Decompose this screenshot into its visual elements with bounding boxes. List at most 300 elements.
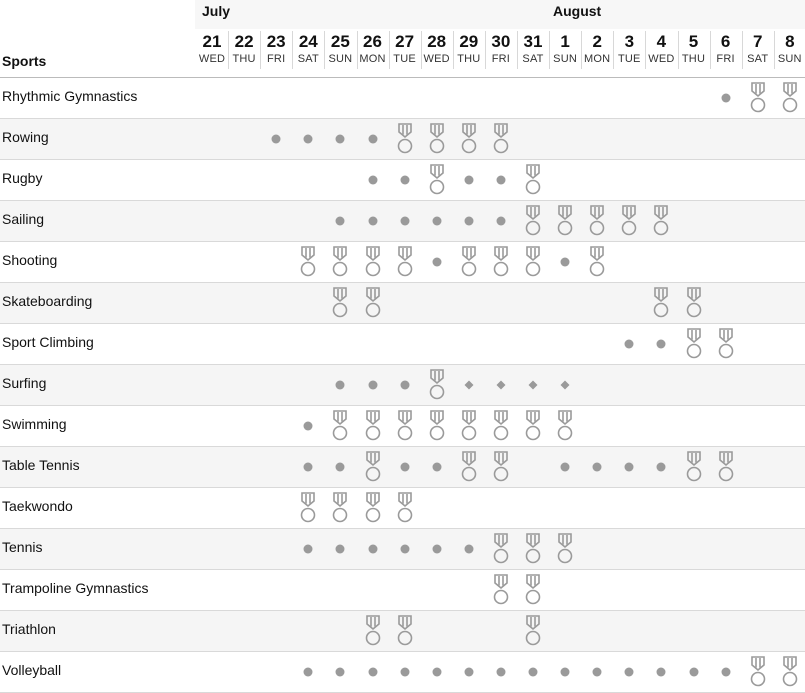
day-name: SUN [777, 53, 802, 65]
competition-dot-icon [421, 242, 453, 282]
competition-dot-icon [421, 201, 453, 241]
event-cell [485, 119, 517, 159]
competition-dot-icon [485, 201, 517, 241]
medal-icon [678, 447, 710, 487]
competition-dot-icon [357, 365, 389, 405]
medal-icon [421, 160, 453, 200]
medal-icon [645, 283, 677, 323]
day-header [774, 31, 805, 66]
event-cell [324, 447, 356, 487]
diamond-icon [549, 365, 581, 405]
day-separator [742, 31, 743, 69]
day-name: THU [457, 53, 481, 65]
sport-name: Surfing [2, 375, 47, 391]
day-separator [228, 31, 229, 69]
medal-icon [453, 119, 485, 159]
event-cell [710, 652, 742, 692]
day-separator [324, 31, 325, 69]
event-cell [581, 447, 613, 487]
competition-dot-icon [581, 652, 613, 692]
competition-dot-icon [357, 119, 389, 159]
event-cell [549, 447, 581, 487]
event-cell [645, 201, 677, 241]
day-header [421, 31, 453, 66]
medal-icon [357, 447, 389, 487]
day-number: 24 [298, 32, 318, 51]
day-separator [549, 31, 550, 69]
medal-icon [421, 119, 453, 159]
event-cell [710, 78, 742, 118]
month-label-august: August [553, 3, 602, 19]
medal-icon [389, 488, 421, 528]
day-number: 5 [688, 32, 699, 51]
event-cell [549, 201, 581, 241]
day-header [389, 31, 421, 66]
day-name: SAT [747, 53, 769, 65]
event-cell [324, 365, 356, 405]
day-number: 2 [592, 32, 602, 51]
sport-row [0, 652, 805, 693]
event-cell [357, 447, 389, 487]
competition-dot-icon [324, 447, 356, 487]
competition-dot-icon [389, 529, 421, 569]
event-cell [678, 324, 710, 364]
day-header [324, 31, 356, 66]
competition-dot-icon [357, 529, 389, 569]
event-cell [485, 447, 517, 487]
medal-icon [485, 529, 517, 569]
medal-icon [357, 406, 389, 446]
event-cell [357, 611, 389, 651]
medal-icon [324, 406, 356, 446]
day-number: 29 [459, 32, 479, 51]
medal-icon [453, 406, 485, 446]
medal-icon [324, 283, 356, 323]
event-cell [485, 652, 517, 692]
competition-dot-icon [645, 447, 677, 487]
event-cell [324, 242, 356, 282]
medal-icon [453, 242, 485, 282]
event-cell [389, 242, 421, 282]
event-cell [292, 488, 324, 528]
medal-icon [485, 406, 517, 446]
event-cell [453, 119, 485, 159]
event-cell [453, 529, 485, 569]
sport-row [0, 242, 805, 283]
day-header [678, 31, 710, 66]
sport-row [0, 283, 805, 324]
day-name: SUN [328, 53, 353, 65]
event-cell [549, 365, 581, 405]
event-cell [357, 119, 389, 159]
event-cell [357, 652, 389, 692]
event-cell [485, 406, 517, 446]
medal-icon [517, 611, 549, 651]
day-number: 4 [656, 32, 667, 51]
competition-dot-icon [324, 652, 356, 692]
day-name: SUN [553, 53, 577, 65]
competition-dot-icon [357, 160, 389, 200]
event-cell [421, 160, 453, 200]
day-header [517, 31, 549, 66]
day-number: 30 [491, 32, 511, 51]
medal-icon [389, 611, 421, 651]
competition-dot-icon [678, 652, 710, 692]
event-cell [517, 242, 549, 282]
event-cell [485, 160, 517, 200]
event-cell [517, 529, 549, 569]
medal-icon [324, 488, 356, 528]
competition-dot-icon [613, 652, 645, 692]
event-cell [645, 652, 677, 692]
event-cell [453, 160, 485, 200]
competition-dot-icon [389, 365, 421, 405]
day-separator [485, 31, 486, 69]
event-cell [453, 242, 485, 282]
competition-dot-icon [613, 447, 645, 487]
day-name: THU [232, 53, 256, 65]
medal-icon [389, 119, 421, 159]
sport-name: Taekwondo [2, 498, 73, 514]
event-cell [485, 570, 517, 610]
day-name: WED [198, 53, 226, 65]
day-number: 22 [234, 32, 254, 51]
event-cell [324, 283, 356, 323]
day-name: MON [359, 53, 386, 65]
event-cell [517, 652, 549, 692]
event-cell [517, 365, 549, 405]
event-cell [389, 119, 421, 159]
competition-dot-icon [710, 652, 742, 692]
day-number: 26 [363, 32, 382, 51]
competition-dot-icon [324, 201, 356, 241]
sport-row [0, 611, 805, 652]
event-cell [421, 365, 453, 405]
day-header [645, 31, 677, 66]
event-cell [485, 365, 517, 405]
sport-row [0, 201, 805, 242]
event-cell [485, 529, 517, 569]
day-name: WED [648, 53, 675, 65]
medal-icon [678, 283, 710, 323]
medal-icon [389, 242, 421, 282]
event-cell [517, 201, 549, 241]
sport-name: Swimming [2, 416, 67, 432]
event-cell [453, 406, 485, 446]
event-cell [324, 529, 356, 569]
medal-icon [710, 447, 742, 487]
day-separator [389, 31, 390, 69]
competition-dot-icon [421, 529, 453, 569]
sport-row [0, 570, 805, 611]
day-separator [260, 31, 261, 69]
day-name: WED [423, 53, 450, 65]
event-cell [421, 652, 453, 692]
event-cell [645, 324, 677, 364]
event-cell [517, 570, 549, 610]
event-cell [549, 529, 581, 569]
medal-icon [774, 652, 805, 692]
event-cell [357, 488, 389, 528]
day-name: TUE [393, 53, 416, 65]
day-number: 3 [624, 32, 635, 51]
competition-dot-icon [549, 447, 581, 487]
event-cell [549, 242, 581, 282]
event-cell [742, 652, 774, 692]
event-cell [710, 447, 742, 487]
event-cell [453, 652, 485, 692]
event-cell [324, 406, 356, 446]
day-header [357, 31, 389, 66]
competition-dot-icon [549, 242, 581, 282]
event-cell [324, 652, 356, 692]
event-cell [389, 160, 421, 200]
day-number: 28 [427, 32, 447, 51]
sport-name: Triathlon [2, 621, 56, 637]
day-header [742, 31, 774, 66]
day-name: MON [584, 53, 611, 65]
event-cell [389, 447, 421, 487]
event-cell [324, 119, 356, 159]
event-cell [453, 201, 485, 241]
medal-icon [517, 570, 549, 610]
medal-icon [517, 529, 549, 569]
day-separator [453, 31, 454, 69]
sport-name: Rowing [2, 129, 49, 145]
competition-dot-icon [453, 529, 485, 569]
event-cell [292, 406, 324, 446]
event-cell [678, 652, 710, 692]
day-separator [581, 31, 582, 69]
event-cell [324, 488, 356, 528]
medal-icon [517, 242, 549, 282]
day-number: 1 [560, 32, 570, 51]
day-separator [774, 31, 775, 69]
event-cell [389, 406, 421, 446]
day-name: FRI [491, 53, 511, 65]
sport-name: Tennis [2, 539, 43, 555]
event-cell [292, 447, 324, 487]
sport-row [0, 529, 805, 570]
day-separator [357, 31, 358, 69]
day-separator [421, 31, 422, 69]
event-cell [549, 406, 581, 446]
day-number: 31 [523, 32, 543, 51]
event-cell [645, 283, 677, 323]
sport-row [0, 488, 805, 529]
event-cell [357, 283, 389, 323]
competition-dot-icon [485, 652, 517, 692]
medal-icon [517, 160, 549, 200]
event-cell [421, 201, 453, 241]
sport-name: Skateboarding [2, 293, 93, 309]
competition-dot-icon [389, 160, 421, 200]
medal-icon [421, 406, 453, 446]
event-cell [774, 78, 805, 118]
day-separator [645, 31, 646, 69]
sport-name: Shooting [2, 252, 58, 268]
event-cell [678, 447, 710, 487]
event-cell [357, 406, 389, 446]
day-name: SAT [297, 53, 319, 65]
event-cell [292, 119, 324, 159]
event-cell [613, 201, 645, 241]
event-cell [357, 365, 389, 405]
day-header [485, 31, 517, 66]
day-separator [678, 31, 679, 69]
diamond-icon [485, 365, 517, 405]
event-cell [774, 652, 805, 692]
event-cell [389, 488, 421, 528]
competition-dot-icon [324, 529, 356, 569]
sport-row [0, 160, 805, 201]
medal-icon [645, 201, 677, 241]
event-cell [517, 160, 549, 200]
sport-row [0, 119, 805, 160]
day-number: 6 [720, 32, 731, 51]
day-header [613, 31, 645, 66]
day-number: 8 [785, 32, 795, 51]
sport-name: Trampoline Gymnastics [2, 580, 149, 596]
competition-dot-icon [324, 119, 356, 159]
medal-icon [324, 242, 356, 282]
competition-dot-icon [292, 119, 324, 159]
medal-icon [549, 406, 581, 446]
event-cell [324, 201, 356, 241]
event-cell [389, 201, 421, 241]
sport-name: Sport Climbing [2, 334, 94, 350]
competition-dot-icon [357, 201, 389, 241]
competition-dot-icon [710, 78, 742, 118]
medal-icon [678, 324, 710, 364]
medal-icon [485, 447, 517, 487]
event-cell [292, 652, 324, 692]
event-cell [421, 242, 453, 282]
medal-icon [549, 529, 581, 569]
medal-icon [357, 242, 389, 282]
competition-dot-icon [292, 447, 324, 487]
medal-icon [292, 488, 324, 528]
competition-dot-icon [645, 652, 677, 692]
competition-dot-icon [453, 652, 485, 692]
sport-row [0, 406, 805, 447]
medal-icon [357, 283, 389, 323]
medal-icon [581, 201, 613, 241]
competition-dot-icon [389, 652, 421, 692]
event-cell [613, 652, 645, 692]
event-cell [421, 447, 453, 487]
event-cell [357, 529, 389, 569]
medal-icon [613, 201, 645, 241]
day-header [260, 31, 292, 66]
day-name: SAT [522, 53, 544, 65]
event-cell [517, 406, 549, 446]
event-cell [742, 78, 774, 118]
event-cell [581, 201, 613, 241]
event-cell [357, 160, 389, 200]
day-header [710, 31, 742, 66]
day-header [196, 31, 228, 66]
event-cell [421, 406, 453, 446]
medal-icon [742, 652, 774, 692]
event-cell [613, 324, 645, 364]
event-cell [421, 529, 453, 569]
medal-icon [517, 406, 549, 446]
event-cell [613, 447, 645, 487]
diamond-icon [517, 365, 549, 405]
sport-row [0, 365, 805, 406]
day-separator [292, 31, 293, 69]
day-header [453, 31, 485, 66]
day-separator [613, 31, 614, 69]
sports-column-header: Sports [2, 53, 47, 69]
month-label-july: July [202, 3, 231, 19]
medal-icon [485, 242, 517, 282]
day-name: THU [681, 53, 706, 65]
competition-dot-icon [421, 652, 453, 692]
medal-icon [742, 78, 774, 118]
event-cell [389, 529, 421, 569]
event-cell [389, 652, 421, 692]
competition-dot-icon [292, 652, 324, 692]
day-name: FRI [716, 53, 735, 65]
competition-dot-icon [517, 652, 549, 692]
event-cell [453, 365, 485, 405]
medal-icon [292, 242, 324, 282]
event-cell [581, 242, 613, 282]
day-number: 25 [330, 32, 350, 51]
competition-dot-icon [485, 160, 517, 200]
competition-dot-icon [421, 447, 453, 487]
sport-row [0, 447, 805, 488]
day-number: 7 [752, 32, 763, 51]
sport-row [0, 324, 805, 365]
event-cell [357, 201, 389, 241]
day-separator [517, 31, 518, 69]
event-cell [357, 242, 389, 282]
medal-icon [710, 324, 742, 364]
medal-icon [453, 447, 485, 487]
competition-dot-icon [613, 324, 645, 364]
competition-dot-icon [292, 529, 324, 569]
competition-dot-icon [453, 160, 485, 200]
medal-icon [485, 119, 517, 159]
competition-dot-icon [645, 324, 677, 364]
competition-dot-icon [389, 201, 421, 241]
diamond-icon [453, 365, 485, 405]
sport-name: Rhythmic Gymnastics [2, 88, 138, 104]
day-separator [710, 31, 711, 69]
competition-dot-icon [260, 119, 292, 159]
event-cell [485, 242, 517, 282]
event-cell [389, 611, 421, 651]
medal-icon [357, 488, 389, 528]
day-header [549, 31, 581, 66]
competition-dot-icon [581, 447, 613, 487]
month-header-band [195, 0, 805, 29]
medal-icon [517, 201, 549, 241]
medal-icon [485, 570, 517, 610]
event-cell [453, 447, 485, 487]
event-cell [678, 283, 710, 323]
event-cell [645, 447, 677, 487]
sport-name: Sailing [2, 211, 45, 227]
medal-icon [581, 242, 613, 282]
event-cell [710, 324, 742, 364]
event-cell [549, 652, 581, 692]
competition-dot-icon [324, 365, 356, 405]
medal-icon [549, 201, 581, 241]
